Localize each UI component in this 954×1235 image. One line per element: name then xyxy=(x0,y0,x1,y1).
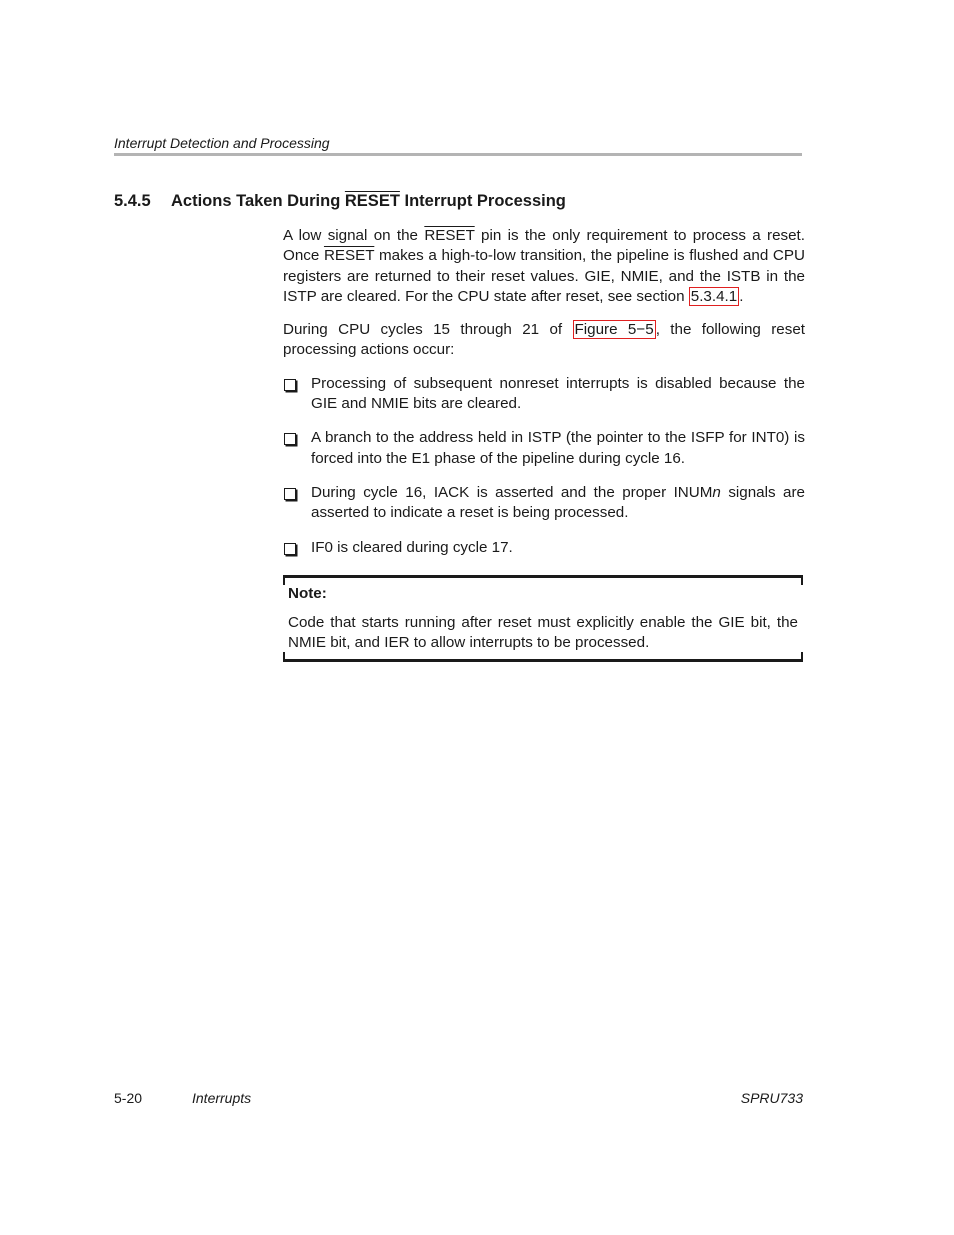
text-run: A low signal on the xyxy=(283,227,425,244)
text-run: . xyxy=(739,287,744,305)
list-item xyxy=(283,374,805,415)
list-item-text: During cycle 16, IACK is asserted and the proper INUM xyxy=(311,483,713,501)
text-run: , the following reset processing actions occur: xyxy=(283,321,805,359)
list-item-text: signals are asserted to indicate a reset is being processed. xyxy=(311,483,805,522)
body-column xyxy=(283,226,805,572)
text-run: During CPU cycles 15 through 21 of xyxy=(283,321,573,339)
list-item-text: IF0 is cleared during cycle 17. xyxy=(311,538,513,556)
note-corner-tick xyxy=(801,652,803,659)
footer-chapter: Interrupts xyxy=(192,1090,252,1106)
list-item xyxy=(283,538,805,558)
checkbox-bullet-icon xyxy=(284,379,296,391)
section-title-part: Actions Taken During xyxy=(171,192,345,210)
section-title-part: Interrupt Processing xyxy=(399,192,566,210)
list-item-text: A branch to the address held in ISTP (the pointer to the ISFP for INT0) is forced into the E1 phase of the pipeline during cycle 16. xyxy=(311,429,805,467)
figure-link[interactable]: Figure 5−5 xyxy=(574,321,654,339)
section-heading xyxy=(114,192,566,211)
list-item xyxy=(283,483,805,524)
list-item-text: Processing of subsequent nonreset interrupts is disabled because the GIE and NMIE bits are cleared. xyxy=(311,374,805,413)
reset-signal-name: RESET xyxy=(424,227,475,244)
section-title-reset: RESET xyxy=(344,192,400,210)
paragraph-cpu-cycles xyxy=(283,320,805,361)
checkbox-bullet-icon xyxy=(284,433,296,445)
paragraph-reset-signal xyxy=(283,226,805,307)
reset-actions-list xyxy=(283,374,805,558)
note-corner-tick xyxy=(801,578,803,585)
text-run: pin is the only requirement to process a reset. Once xyxy=(283,227,805,265)
note-title: Note: xyxy=(288,585,327,602)
section-number: 5.4.5 xyxy=(114,192,151,210)
note-text: Code that starts running after reset must explicitly enable the GIE bit, the NMIE bit, and IER to allow interrupts to be processed. xyxy=(288,614,798,651)
checkbox-bullet-icon xyxy=(284,543,296,555)
text-run: makes a high-to-low transition, the pipeline is flushed and CPU registers are returned to their reset values. GIE, NMIE, and the ISTB in the ISTP are cleared. For the CPU state after reset, see section xyxy=(283,247,805,305)
header-rule xyxy=(114,153,802,156)
checkbox-bullet-icon xyxy=(284,488,296,500)
list-item-italic: n xyxy=(712,483,721,501)
note-box xyxy=(283,575,803,662)
footer-page-number: 5-20 xyxy=(114,1090,143,1106)
footer-doc-id: SPRU733 xyxy=(740,1090,803,1106)
reset-signal-name: RESET xyxy=(323,247,375,265)
running-header: Interrupt Detection and Processing xyxy=(114,135,330,151)
list-item xyxy=(283,428,805,469)
section-link[interactable]: 5.3.4.1 xyxy=(690,287,738,305)
